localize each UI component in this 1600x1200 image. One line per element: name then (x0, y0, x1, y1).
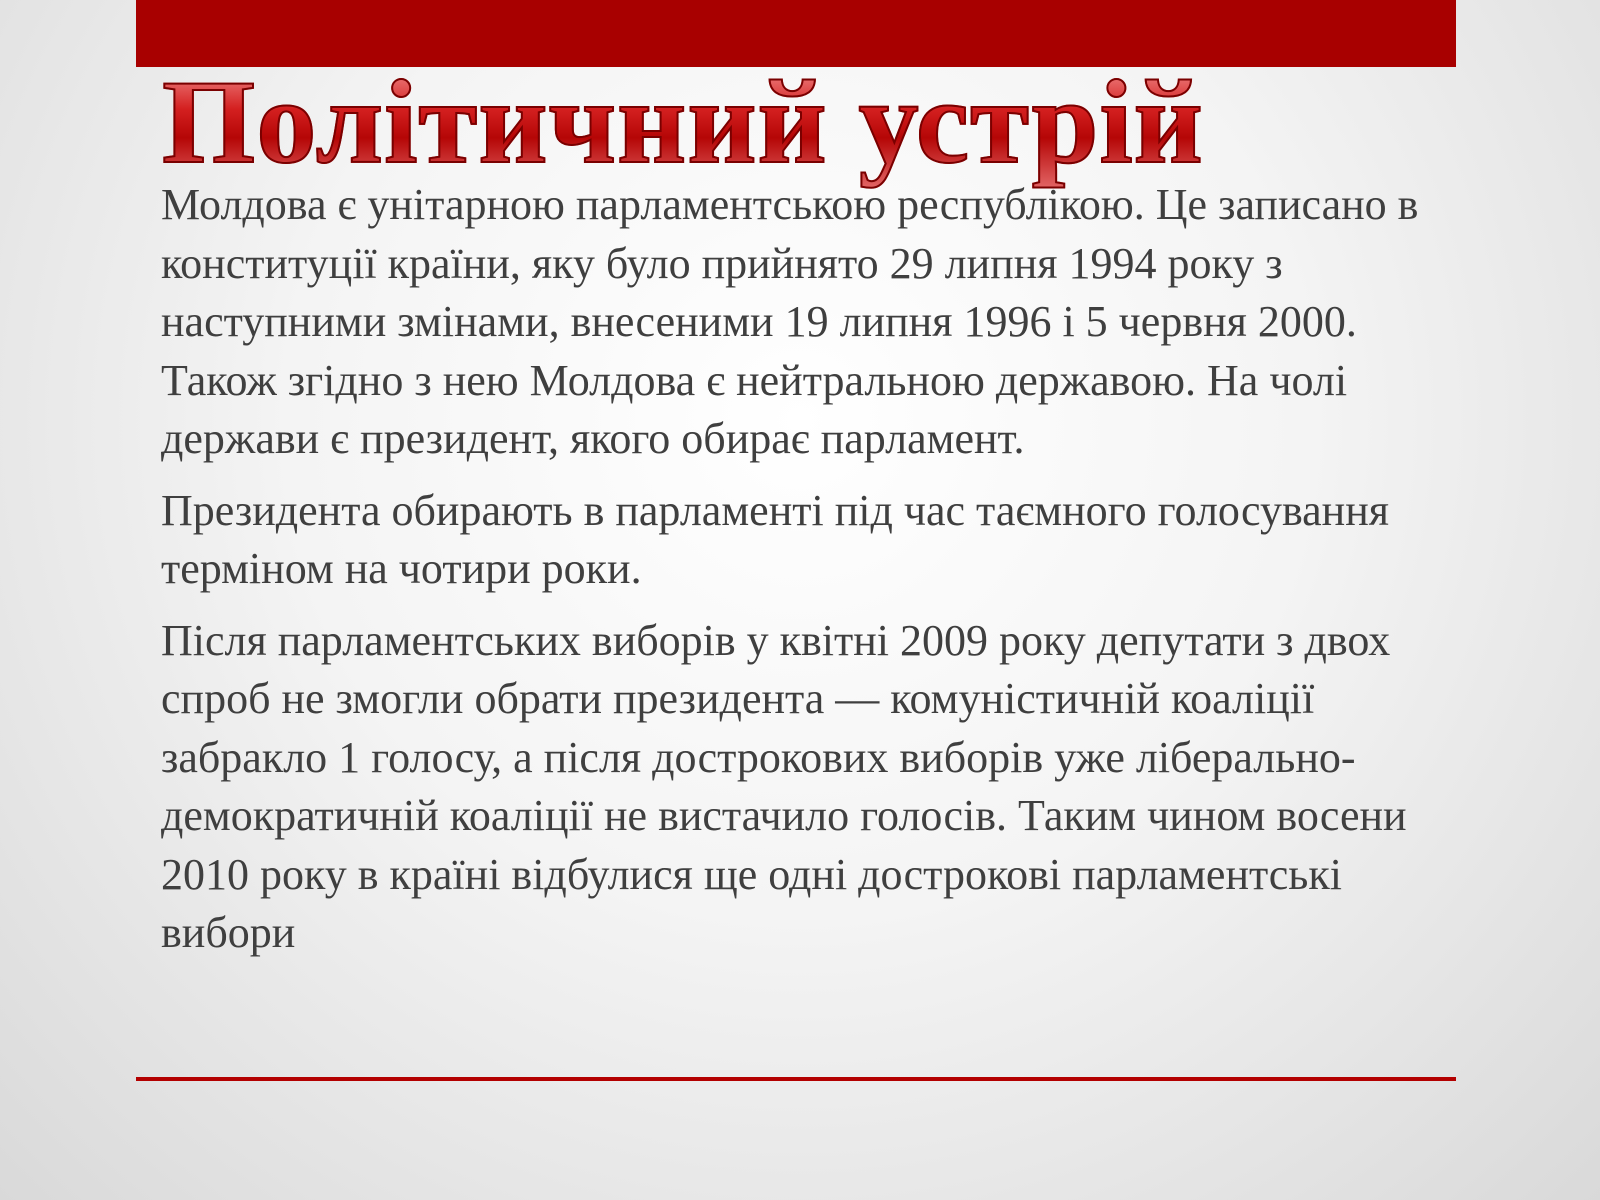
paragraph-president-election: Президента обирають в парламенті під час таємного голосування терміном на чотири роки. (161, 485, 1390, 593)
paragraph-constitution: Молдова є унітарною парламентською республікою. Це записано в конституції країни, яку було прийнято 29 липня 1994 року з наступними змінами, внесеними 19 липня 1996 і 5 червня 2000. Також згідно з нею Молдова є нейтральною державою. На чолі держави є президент, якого обирає парламент. (161, 180, 1419, 463)
slide-title: Політичний устрій (162, 55, 1204, 188)
slide-body (161, 176, 1446, 976)
paragraph-elections-2009: Після парламентських виборів у квітні 2009 року депутати з двох спроб не змогли обрати президента — комуністичній коаліції забракло 1 голосу, а після дострокових виборів уже ліберально-демократичній коаліції не вистачило голосів. Таким чином восени 2010 року в країні відбулися ще одні дострокові парламентські вибори (161, 615, 1407, 957)
bottom-divider-line (136, 1077, 1456, 1081)
